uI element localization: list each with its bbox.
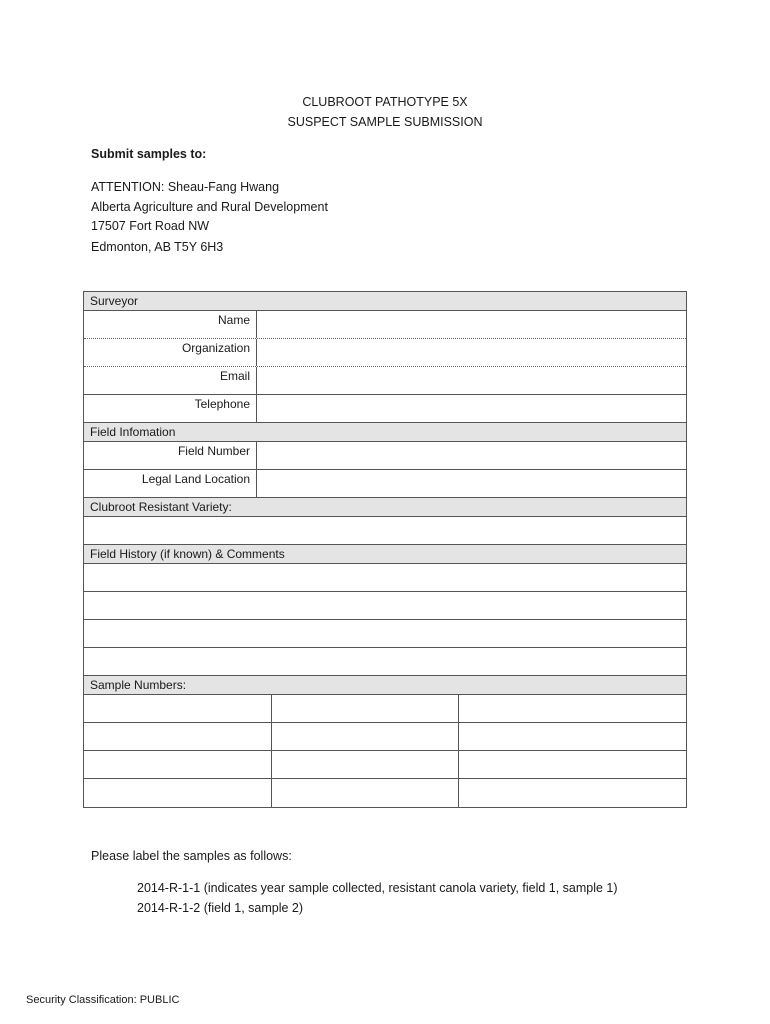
sample-row [84, 779, 686, 807]
address-organization: Alberta Agriculture and Rural Development [91, 200, 328, 214]
sample-numbers-section-header: Sample Numbers: [84, 676, 686, 695]
organization-field[interactable] [257, 339, 686, 366]
field-number-field[interactable] [257, 442, 686, 469]
email-field[interactable] [257, 367, 686, 394]
email-row [84, 367, 686, 395]
sample-cell[interactable] [84, 723, 272, 750]
field-number-row [84, 442, 686, 470]
legal-land-location-row [84, 470, 686, 498]
document-title-line-1: CLUBROOT PATHOTYPE 5X [302, 95, 468, 109]
document-title-line-2: SUSPECT SAMPLE SUBMISSION [287, 115, 483, 129]
name-row [84, 311, 686, 339]
field-information-section-header: Field Infomation [84, 423, 686, 442]
field-number-label: Field Number [84, 442, 257, 469]
sample-cell[interactable] [84, 779, 272, 807]
surveyor-section-header: Surveyor [84, 292, 686, 311]
sample-cell[interactable] [272, 779, 459, 807]
sample-cell[interactable] [459, 723, 686, 750]
sample-row [84, 723, 686, 751]
sample-row [84, 751, 686, 779]
address-attention: ATTENTION: Sheau-Fang Hwang [91, 180, 280, 194]
resistant-variety-section-header: Clubroot Resistant Variety: [84, 498, 686, 517]
label-instructions: Please label the samples as follows: [91, 849, 292, 863]
comments-line[interactable] [84, 564, 686, 592]
address-street: 17507 Fort Road NW [91, 219, 210, 233]
field-history-section-header: Field History (if known) & Comments [84, 545, 686, 564]
sample-cell[interactable] [84, 695, 272, 722]
sample-cell[interactable] [272, 695, 459, 722]
label-example-1: 2014-R-1-1 (indicates year sample collected, resistant canola variety, field 1, sample 1) [137, 881, 618, 895]
label-example-2: 2014-R-1-2 (field 1, sample 2) [137, 901, 304, 915]
legal-land-location-field[interactable] [257, 470, 686, 497]
comments-line[interactable] [84, 592, 686, 620]
sample-cell[interactable] [459, 695, 686, 722]
comments-line[interactable] [84, 620, 686, 648]
sample-cell[interactable] [272, 751, 459, 778]
name-field[interactable] [257, 311, 686, 338]
address-city: Edmonton, AB T5Y 6H3 [91, 240, 224, 254]
telephone-label: Telephone [84, 395, 257, 422]
organization-label: Organization [84, 339, 257, 366]
sample-cell[interactable] [84, 751, 272, 778]
telephone-field[interactable] [257, 395, 686, 422]
comments-line[interactable] [84, 648, 686, 676]
resistant-variety-field[interactable] [84, 517, 686, 545]
email-label: Email [84, 367, 257, 394]
organization-row [84, 339, 686, 367]
security-classification: Security Classification: PUBLIC [26, 994, 180, 1006]
sample-cell[interactable] [459, 751, 686, 778]
telephone-row [84, 395, 686, 423]
submit-heading: Submit samples to: [91, 147, 207, 161]
sample-cell[interactable] [459, 779, 686, 807]
sample-cell[interactable] [272, 723, 459, 750]
legal-land-location-label: Legal Land Location [84, 470, 257, 497]
sample-row [84, 695, 686, 723]
name-label: Name [84, 311, 257, 338]
submission-form [83, 291, 687, 808]
